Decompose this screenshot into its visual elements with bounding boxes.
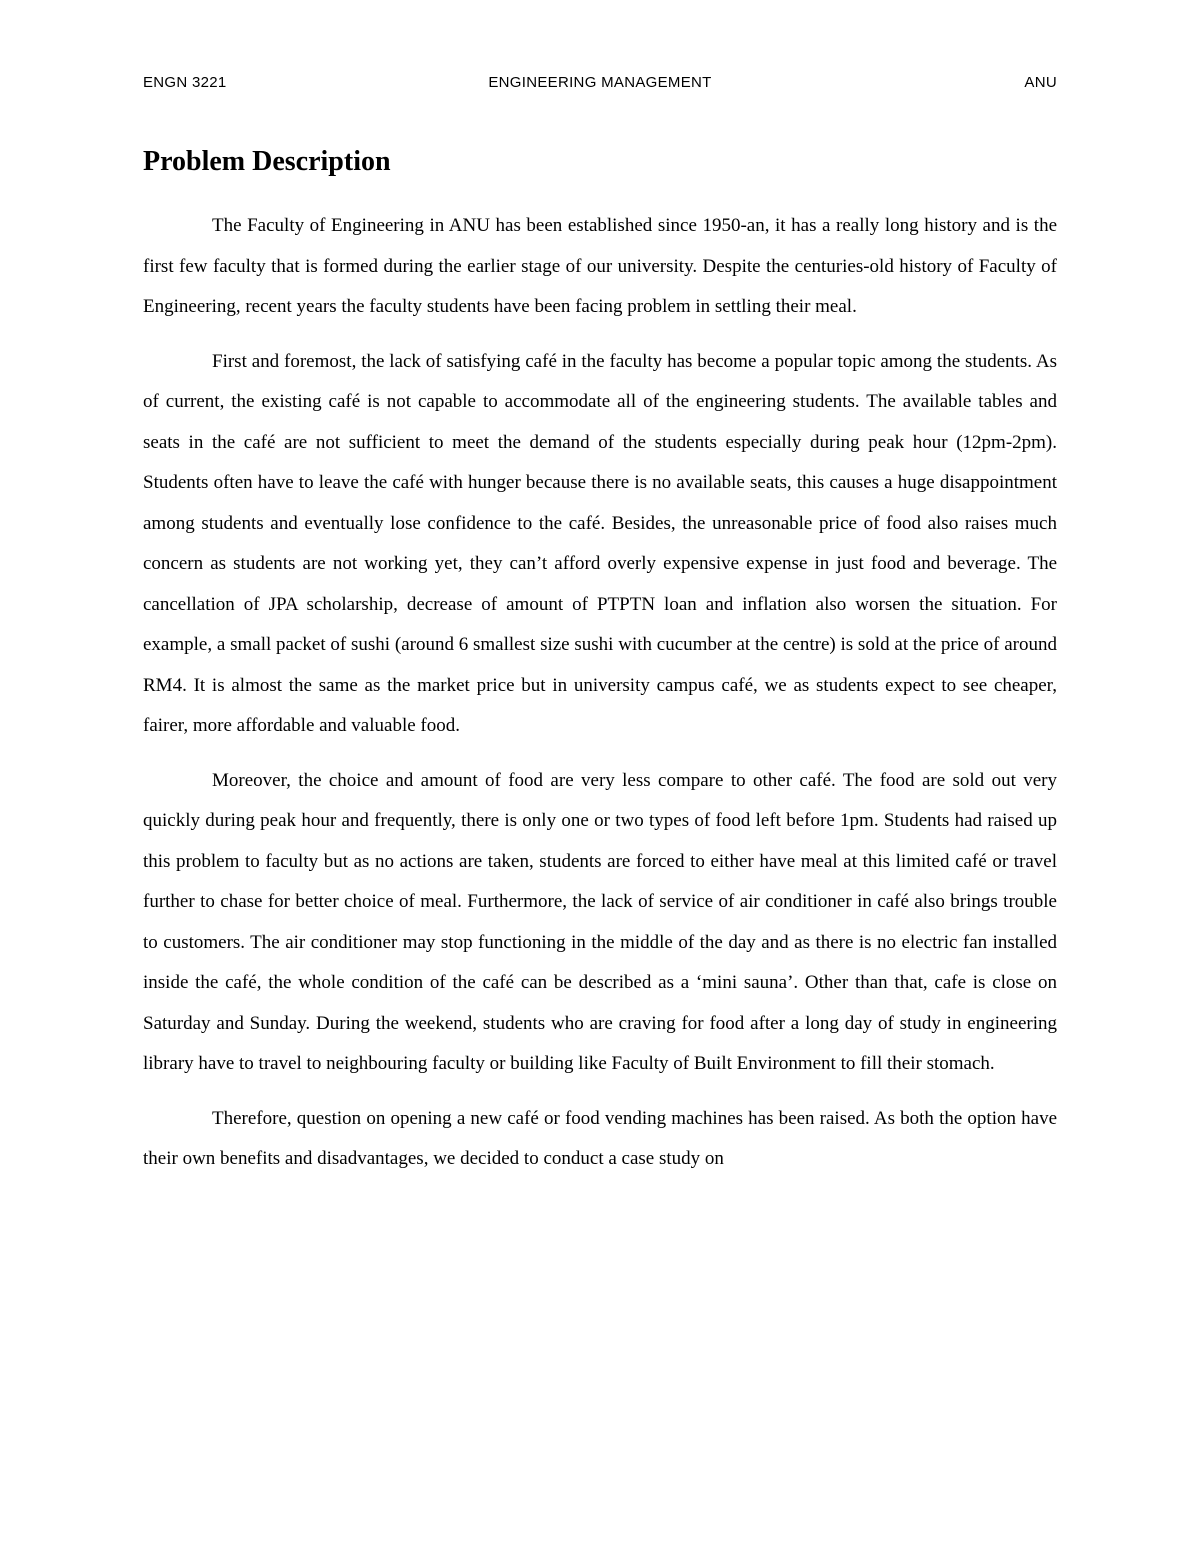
paragraph-4: Therefore, question on opening a new café or food vending machines has been raised. As both the option have their own benefits and disadvantages, we decided to conduct a case study on bbox=[143, 1107, 1057, 1169]
header-institution: ANU bbox=[1024, 74, 1057, 91]
paragraph-3: Moreover, the choice and amount of food are very less compare to other café. The food are sold out very quickly during peak hour and frequently, there is only one or two types of food left before 1pm. Students had raised up this problem to faculty but as no actions are taken, students are forced to either have meal at this limited café or travel further to chase for better choice of meal. Furthermore, the lack of service of air conditioner in café also brings trouble to customers. The air conditioner may stop functioning in the middle of the day and as there is no electric fan installed inside the café, the whole condition of the café can be described as a ‘mini sauna’. Other than that, cafe is close on Saturday and Sunday. During the weekend, students who are craving for food after a long day of study in engineering library have to travel to neighbouring faculty or building like Faculty of Built Environment to fill their stomach. bbox=[143, 769, 1057, 1074]
section-title: Problem Description bbox=[143, 146, 391, 177]
header-subject: ENGINEERING MANAGEMENT bbox=[488, 74, 712, 91]
page-header bbox=[143, 74, 1057, 96]
document-body bbox=[143, 140, 1057, 1194]
paragraph-2: First and foremost, the lack of satisfying café in the faculty has become a popular topic among the students. As of current, the existing café is not capable to accommodate all of the engineering students. The available tables and seats in the café are not sufficient to meet the demand of the students especially during peak hour (12pm-2pm). Students often have to leave the café with hunger because there is no available seats, this causes a huge disappointment among students and eventually lose confidence to the café. Besides, the unreasonable price of food also raises much concern as students are not working yet, they can’t afford overly expensive expense in just food and beverage. The cancellation of JPA scholarship, decrease of amount of PTPTN loan and inflation also worsen the situation. For example, a small packet of sushi (around 6 smallest size sushi with cucumber at the centre) is sold at the price of around RM4. It is almost the same as the market price but in university campus café, we as students expect to see cheaper, fairer, more affordable and valuable food. bbox=[143, 350, 1057, 736]
paragraph-1: The Faculty of Engineering in ANU has been established since 1950-an, it has a really long history and is the first few faculty that is formed during the earlier stage of our university. Despite the centuries-old history of Faculty of Engineering, recent years the faculty students have been facing problem in settling their meal. bbox=[143, 215, 1057, 317]
header-course-code: ENGN 3221 bbox=[143, 74, 227, 91]
